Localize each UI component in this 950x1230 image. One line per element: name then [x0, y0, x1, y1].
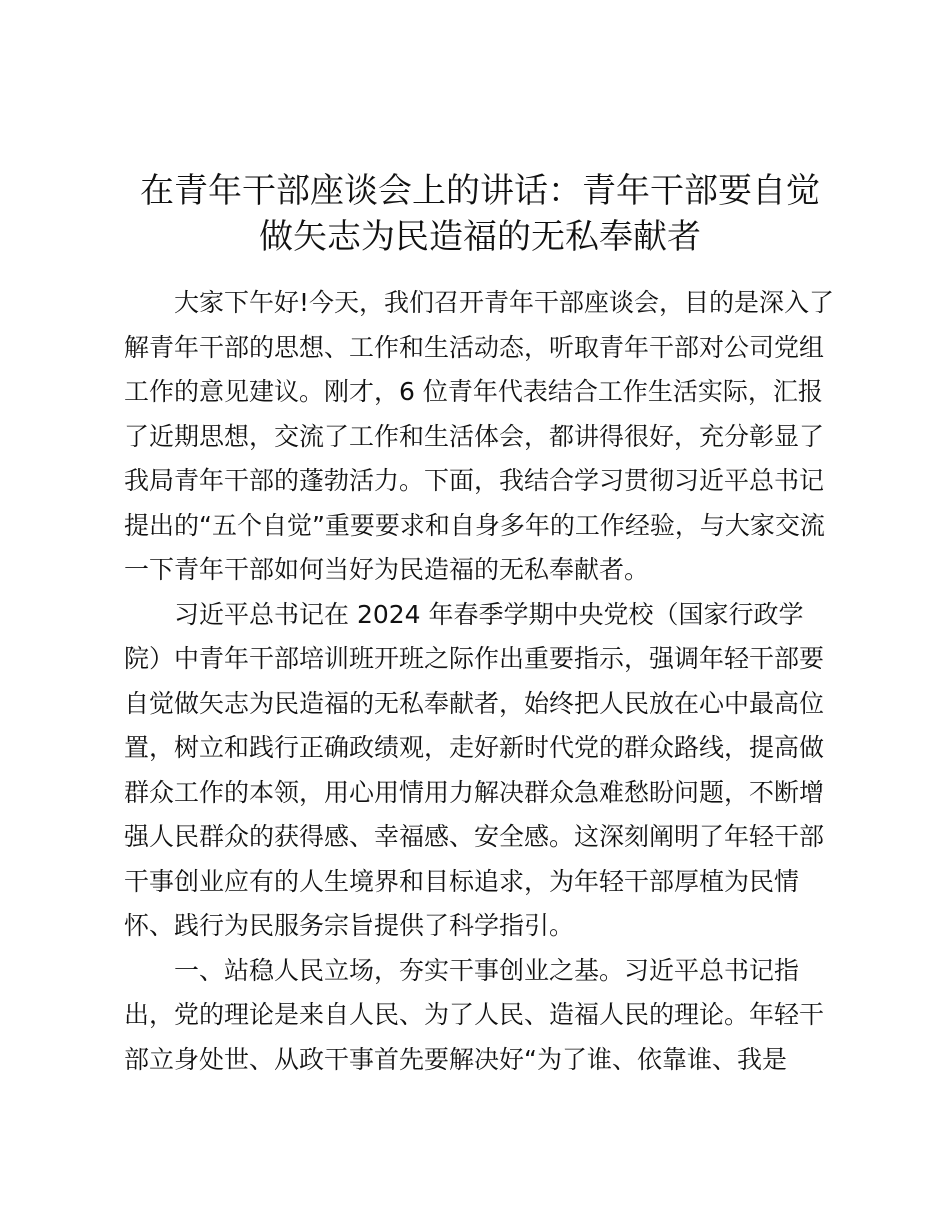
document-title [100, 168, 860, 260]
paragraph-line: 大家下午好!今天，我们召开青年干部座谈会，目的是深入了 [174, 288, 835, 317]
paragraph-2 [124, 593, 834, 949]
paragraph-line: 一、站稳人民立场，夯实干事创业之基。习近平总书记指 [174, 955, 800, 985]
paragraph-line: 怀、践行为民服务宗旨提供了科学指引。 [124, 911, 575, 940]
paragraph-line: 了近期思想，交流了工作和生活体会，都讲得很好，充分彰显了 [124, 421, 825, 451]
title-line-1: 在青年干部座谈会上的讲话：青年干部要自觉 [140, 171, 820, 211]
paragraph-line: 院）中青年干部培训班开班之际作出重要指示，强调年轻干部要 [124, 644, 825, 673]
paragraph-line: 部立身处世、从政干事首先要解决好“为了谁、依靠谁、我是 [124, 1044, 787, 1074]
paragraph-line: 出，党的理论是来自人民、为了人民、造福人民的理论。年轻干 [124, 1000, 825, 1029]
paragraph-line: 提出的“五个自觉”重要要求和自身多年的工作经验，与大家交流 [124, 510, 825, 540]
paragraph-3 [124, 949, 834, 1083]
paragraph-line: 工作的意见建议。刚才，6 位青年代表结合工作生活实际，汇报 [124, 377, 823, 406]
paragraph-line: 一下青年干部如何当好为民造福的无私奉献者。 [124, 555, 650, 584]
paragraph-line: 置，树立和践行正确政绩观，走好新时代党的群众路线，提高做 [124, 733, 825, 762]
paragraph-line: 群众工作的本领，用心用情用力解决群众急难愁盼问题，不断增 [124, 777, 825, 807]
paragraph-line: 自觉做矢志为民造福的无私奉献者，始终把人民放在心中最高位 [124, 688, 825, 718]
paragraph-1 [124, 281, 834, 593]
paragraph-line: 干事创业应有的人生境界和目标追求，为年轻干部厚植为民情 [124, 866, 800, 896]
paragraph-line: 习近平总书记在 2024 年春季学期中央党校（国家行政学 [174, 599, 804, 629]
paragraph-line: 我局青年干部的蓬勃活力。下面，我结合学习贯彻习近平总书记 [124, 466, 825, 495]
paragraph-line: 解青年干部的思想、工作和生活动态，听取青年干部对公司党组 [124, 332, 825, 362]
title-line-2: 做矢志为民造福的无私奉献者 [259, 217, 701, 257]
paragraph-line: 强人民群众的获得感、幸福感、安全感。这深刻阐明了年轻干部 [124, 822, 825, 851]
document-body [124, 281, 834, 1082]
